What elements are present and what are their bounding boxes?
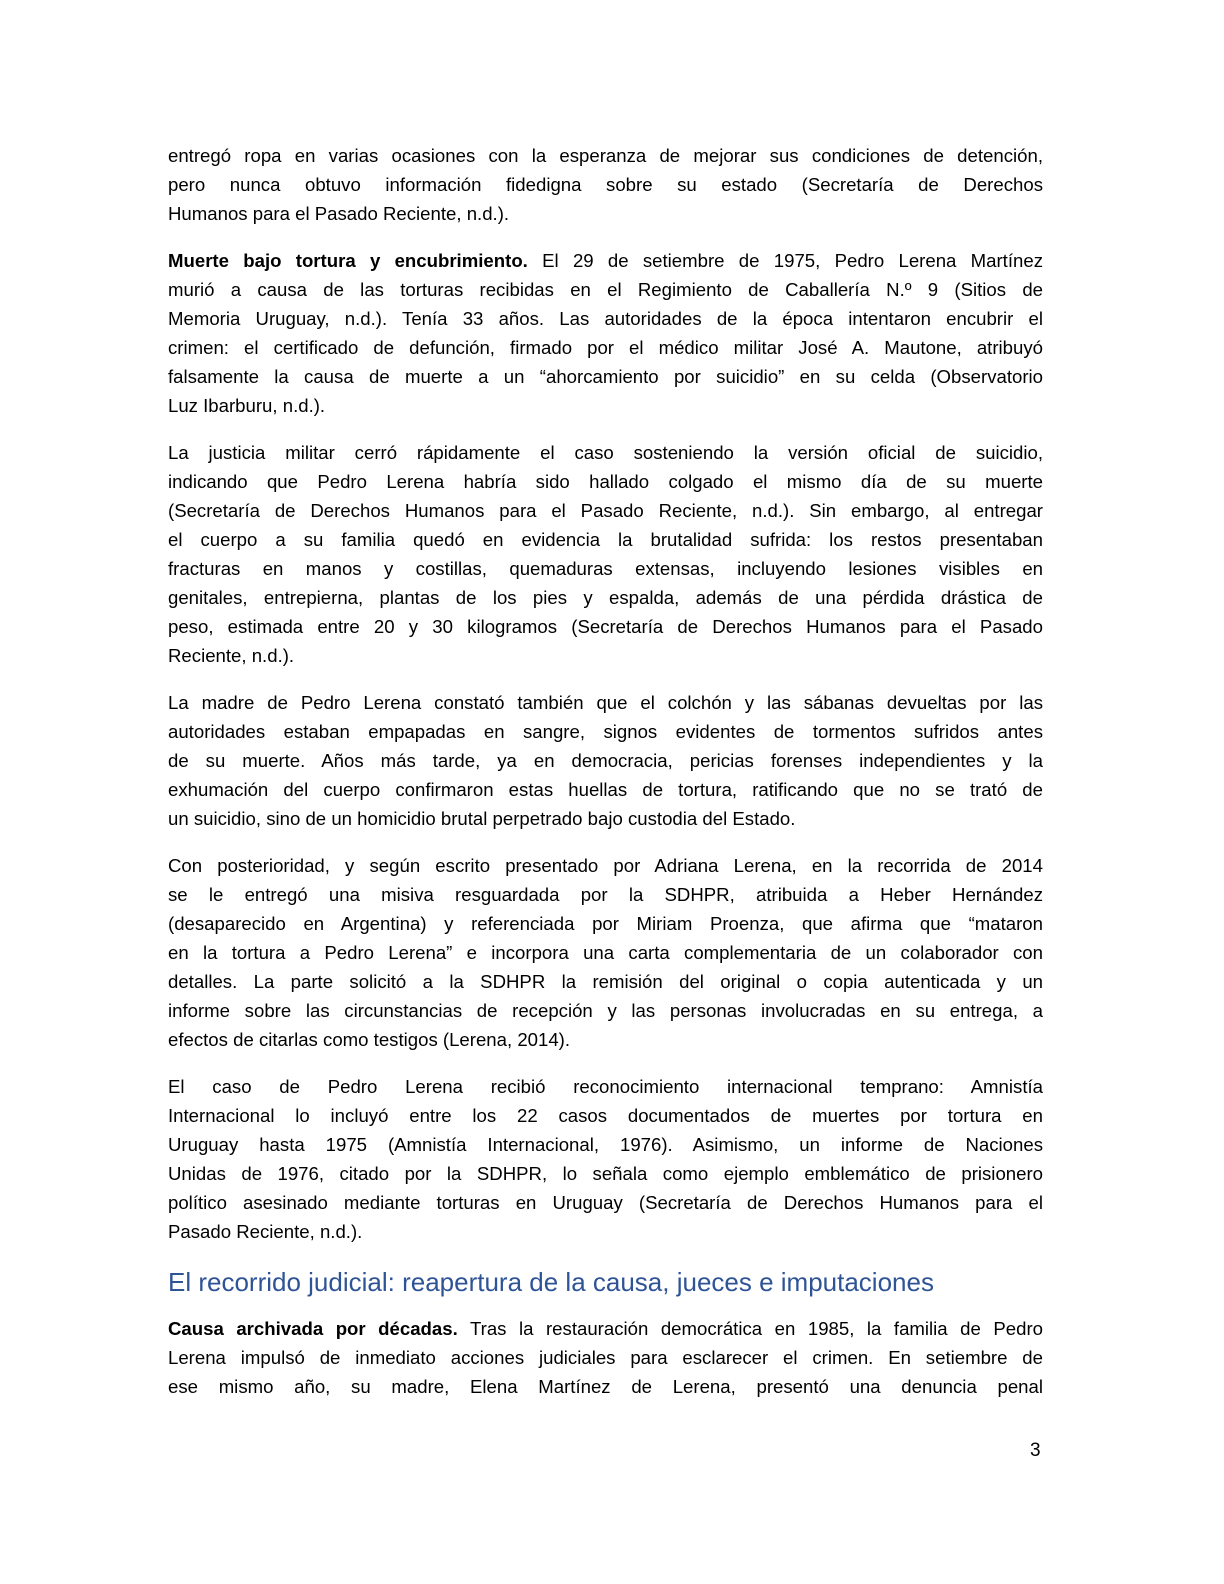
text-line — [168, 496, 1043, 525]
text-line — [168, 199, 1043, 228]
line-text: informe sobre las circunstancias de recepción y las personas involucradas en su entrega, a — [168, 1000, 1043, 1021]
text-line — [168, 391, 1043, 420]
text-line — [168, 1072, 1043, 1101]
paragraph-lead: Muerte bajo tortura y encubrimiento. — [168, 250, 528, 271]
text-line — [168, 775, 1043, 804]
line-text: un suicidio, sino de un homicidio brutal perpetrado bajo custodia del Estado. — [168, 808, 796, 829]
line-text: Internacional lo incluyó entre los 22 casos documentados de muertes por tortura en — [168, 1105, 1043, 1126]
text-line — [168, 583, 1043, 612]
text-line — [168, 717, 1043, 746]
line-text: La madre de Pedro Lerena constató también que el colchón y las sábanas devueltas por las — [168, 692, 1043, 713]
line-text: en la tortura a Pedro Lerena” e incorpora una carta complementaria de un colaborador con — [168, 942, 1043, 963]
line-text: Con posterioridad, y según escrito presentado por Adriana Lerena, en la recorrida de 2014 — [168, 855, 1043, 876]
text-line — [168, 688, 1043, 717]
line-text: El 29 de setiembre de 1975, Pedro Lerena Martínez — [527, 250, 1043, 271]
line-text: de su muerte. Años más tarde, ya en democracia, pericias forenses independientes y la — [168, 750, 1043, 771]
line-text: El caso de Pedro Lerena recibió reconocimiento internacional temprano: Amnistía — [168, 1076, 1043, 1097]
text-line — [168, 996, 1043, 1025]
text-line — [168, 246, 1043, 275]
text-line — [168, 851, 1043, 880]
text-line — [168, 362, 1043, 391]
text-line — [168, 1101, 1043, 1130]
line-text: Humanos para el Pasado Reciente, n.d.). — [168, 203, 510, 224]
text-line — [168, 746, 1043, 775]
text-line — [168, 804, 1043, 833]
document-body — [168, 141, 1043, 1401]
line-text: murió a causa de las torturas recibidas en el Regimiento de Caballería N.º 9 (Sitios de — [168, 279, 1043, 300]
line-text: Pasado Reciente, n.d.). — [168, 1221, 363, 1242]
line-text: Reciente, n.d.). — [168, 645, 295, 666]
line-text: Memoria Uruguay, n.d.). Tenía 33 años. Las autoridades de la época intentaron encubrir el — [168, 308, 1043, 329]
line-text: genitales, entrepierna, plantas de los pies y espalda, además de una pérdida drástica de — [168, 587, 1043, 608]
text-line — [168, 554, 1043, 583]
page-number: 3 — [1030, 1440, 1041, 1461]
text-line — [168, 967, 1043, 996]
paragraph-causa-archivada — [168, 1314, 1043, 1401]
text-line — [168, 1217, 1043, 1246]
line-text: Uruguay hasta 1975 (Amnistía Internacional, 1976). Asimismo, un informe de Naciones — [168, 1134, 1043, 1155]
text-line — [168, 438, 1043, 467]
paragraph-lead: Causa archivada por décadas. — [168, 1318, 458, 1339]
line-text: autoridades estaban empapadas en sangre, signos evidentes de tormentos sufridos antes — [168, 721, 1043, 742]
text-line — [168, 1188, 1043, 1217]
line-text: Unidas de 1976, citado por la SDHPR, lo señala como ejemplo emblemático de prisionero — [168, 1163, 1043, 1184]
line-text: político asesinado mediante torturas en Uruguay (Secretaría de Derechos Humanos para el — [168, 1192, 1043, 1213]
text-line — [168, 909, 1043, 938]
line-text: el cuerpo a su familia quedó en evidencia la brutalidad sufrida: los restos presentaban — [168, 529, 1043, 550]
text-line — [168, 1343, 1043, 1372]
line-text: La justicia militar cerró rápidamente el caso sosteniendo la versión oficial de suicidio, — [168, 442, 1043, 463]
text-line — [168, 1025, 1043, 1054]
text-line — [168, 938, 1043, 967]
line-text: detalles. La parte solicitó a la SDHPR la remisión del original o copia autenticada y un — [168, 971, 1043, 992]
text-line — [168, 304, 1043, 333]
text-line — [168, 1159, 1043, 1188]
line-text: ese mismo año, su madre, Elena Martínez de Lerena, presentó una denuncia penal — [168, 1376, 1043, 1397]
line-text: efectos de citarlas como testigos (Lerena, 2014). — [168, 1029, 571, 1050]
line-text: Lerena impulsó de inmediato acciones judiciales para esclarecer el crimen. En setiembre de — [168, 1347, 1043, 1368]
line-text: se le entregó una misiva resguardada por la SDHPR, atribuida a Heber Hernández — [168, 884, 1043, 905]
line-text: peso, estimada entre 20 y 30 kilogramos (Secretaría de Derechos Humanos para el Pasado — [168, 616, 1043, 637]
text-line — [168, 333, 1043, 362]
text-line — [168, 1372, 1043, 1401]
text-line — [168, 1130, 1043, 1159]
paragraph — [168, 851, 1043, 1054]
text-line — [168, 275, 1043, 304]
paragraph — [168, 1072, 1043, 1246]
section-heading: El recorrido judicial: reapertura de la causa, jueces e imputaciones — [168, 1267, 934, 1297]
text-line — [168, 612, 1043, 641]
line-text: exhumación del cuerpo confirmaron estas huellas de tortura, ratificando que no se trató de — [168, 779, 1043, 800]
line-text: (Secretaría de Derechos Humanos para el Pasado Reciente, n.d.). Sin embargo, al entregar — [168, 500, 1043, 521]
text-line — [168, 641, 1043, 670]
text-line — [168, 525, 1043, 554]
line-text: pero nunca obtuvo información fidedigna sobre su estado (Secretaría de Derechos — [168, 174, 1043, 195]
text-line — [168, 880, 1043, 909]
paragraph — [168, 246, 1043, 420]
text-line — [168, 467, 1043, 496]
text-line — [168, 1314, 1043, 1343]
line-text: indicando que Pedro Lerena habría sido hallado colgado el mismo día de su muerte — [168, 471, 1043, 492]
paragraphs — [168, 141, 1043, 1246]
paragraph — [168, 141, 1043, 228]
text-line — [168, 170, 1043, 199]
paragraph — [168, 438, 1043, 670]
paragraph — [168, 688, 1043, 833]
line-text: crimen: el certificado de defunción, firmado por el médico militar José A. Mautone, atribuyó — [168, 337, 1043, 358]
line-text: (desaparecido en Argentina) y referenciada por Miriam Proenza, que afirma que “mataron — [168, 913, 1043, 934]
line-text: Tras la restauración democrática en 1985, la familia de Pedro — [457, 1318, 1043, 1339]
line-text: entregó ropa en varias ocasiones con la esperanza de mejorar sus condiciones de detención, — [168, 145, 1043, 166]
line-text: falsamente la causa de muerte a un “ahorcamiento por suicidio” en su celda (Observatorio — [168, 366, 1043, 387]
line-text: fracturas en manos y costillas, quemaduras extensas, incluyendo lesiones visibles en — [168, 558, 1043, 579]
text-line — [168, 141, 1043, 170]
line-text: Luz Ibarburu, n.d.). — [168, 395, 326, 416]
